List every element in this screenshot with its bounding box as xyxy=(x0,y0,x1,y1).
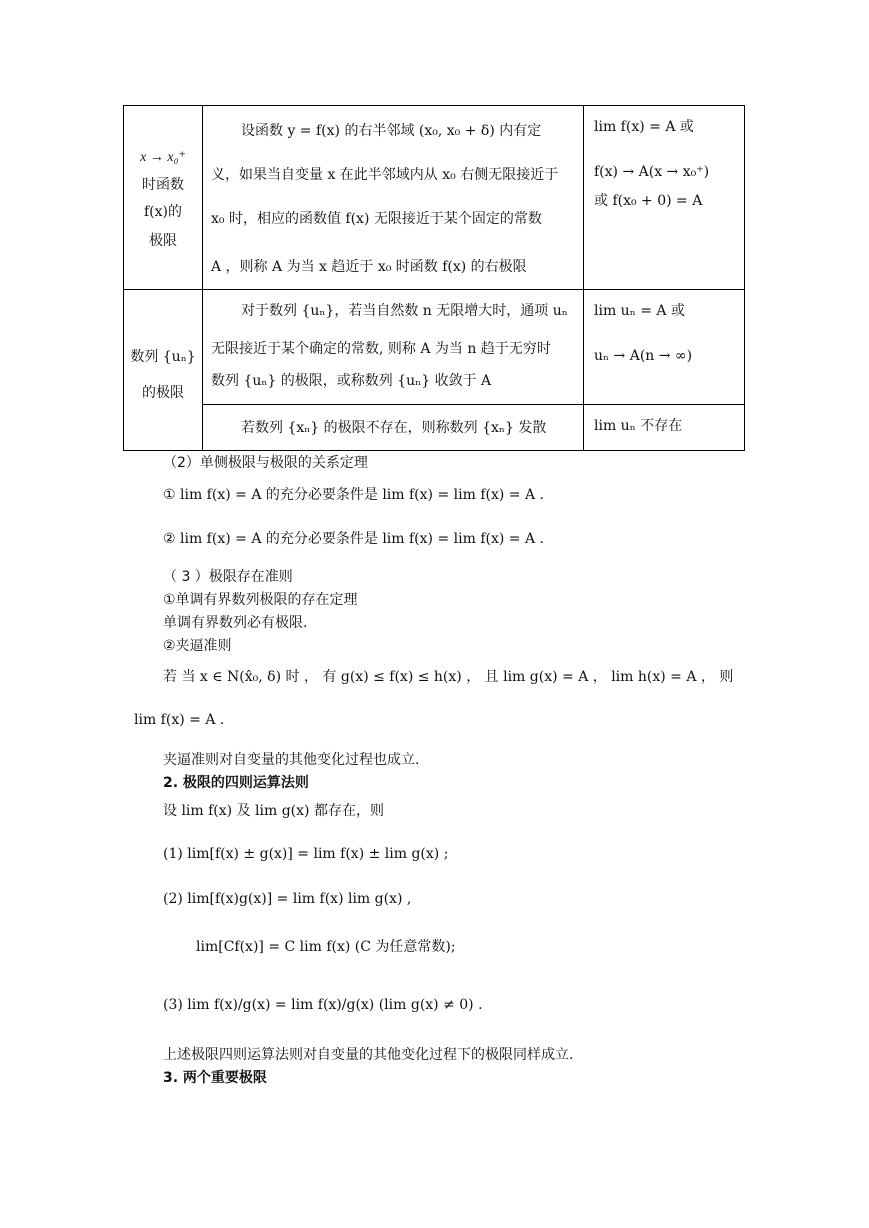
table-row xyxy=(124,106,745,290)
row1-notation-line: 或 f(x₀ + 0) = A xyxy=(594,193,703,209)
row1-name-line: 极限 xyxy=(149,233,177,249)
rules-note: 上述极限四则运算法则对自变量的其他变化过程下的极限同样成立. xyxy=(163,1047,574,1063)
heading-four-rules: 2. 极限的四则运算法则 xyxy=(163,775,309,791)
row1-notation-cell xyxy=(584,106,745,290)
row2-def-line: 无限接近于某个确定的常数, 则称 A 为当 n 趋于无穷时 xyxy=(211,341,551,357)
row1-notation-line: f(x) → A(x → x₀⁺) xyxy=(594,164,710,180)
squeeze-line1: 若 当 x ∈ N(x̂₀, δ) 时 ， 有 g(x) ≤ f(x) ≤ h(x) ， 且 lim g(x) = A ， lim h(x) = A ， 则 xyxy=(163,669,734,685)
rule-3: (3) lim f(x)/g(x) = lim f(x)/g(x) (lim g(x) ≠ 0) . xyxy=(163,997,483,1013)
row2-def-line: 对于数列 {uₙ}，若当自然数 n 无限增大时，通项 uₙ xyxy=(241,303,568,319)
row1-def-line: x₀ 时，相应的函数值 f(x) 无限接近于某个固定的常数 xyxy=(211,211,542,227)
section3-item2: ②夹逼准则 xyxy=(163,638,232,654)
definition-table xyxy=(123,105,745,451)
row2-name-cell xyxy=(124,290,203,451)
row2-notation-cell xyxy=(584,290,745,405)
row3-notation-line: lim uₙ 不存在 xyxy=(594,418,683,434)
row1-notation-line: lim f(x) = A 或 xyxy=(594,119,694,135)
row3-notation-cell xyxy=(584,405,745,451)
row1-def-line: A ，则称 A 为当 x 趋近于 x₀ 时函数 f(x) 的右极限 xyxy=(211,259,527,275)
row1-definition-cell xyxy=(203,106,584,290)
section2-item1: ① lim f(x) = A 的充分必要条件是 lim f(x) = lim f(x) = A . xyxy=(163,487,544,503)
rule-2b: lim[Cf(x)] = C lim f(x) (C 为任意常数); xyxy=(196,939,456,955)
rule-2a: (2) lim[f(x)g(x)] = lim f(x) lim g(x) , xyxy=(163,891,412,907)
row2-notation-line: uₙ → A(n → ∞) xyxy=(594,348,693,364)
row2-notation-line: lim uₙ = A 或 xyxy=(594,303,685,319)
row2-name-line: 的极限 xyxy=(142,385,184,401)
section3-item1: ①单调有界数列极限的存在定理 xyxy=(163,592,358,608)
row1-def-line: 设函数 y = f(x) 的右半邻域 (x₀, x₀ + δ) 内有定 xyxy=(241,123,542,139)
section2-item2: ② lim f(x) = A 的充分必要条件是 lim f(x) = lim f(x) = A . xyxy=(163,531,544,547)
section2-title: （2）单侧极限与极限的关系定理 xyxy=(163,455,368,471)
table-row xyxy=(124,405,745,451)
row2-def-line: 数列 {uₙ} 的极限，或称数列 {uₙ} 收敛于 A xyxy=(211,373,492,389)
rule-1: (1) lim[f(x) ± g(x)] = lim f(x) ± lim g(x) ; xyxy=(163,846,449,862)
row1-name-cell xyxy=(124,106,203,290)
squeeze-line2: lim f(x) = A . xyxy=(134,712,225,728)
row3-definition-cell xyxy=(203,405,584,451)
row3-def-line: 若数列 {xₙ} 的极限不存在，则称数列 {xₙ} 发散 xyxy=(241,420,547,436)
section3-item1-text: 单调有界数列必有极限. xyxy=(163,615,308,631)
squeeze-note: 夹逼准则对自变量的其他变化过程也成立. xyxy=(163,752,420,768)
row2-definition-cell xyxy=(203,290,584,405)
table-row xyxy=(124,290,745,405)
row2-name-line: 数列 {uₙ} xyxy=(130,349,196,365)
heading-important-limits: 3. 两个重要极限 xyxy=(163,1070,267,1086)
rules-intro: 设 lim f(x) 及 lim g(x) 都存在，则 xyxy=(163,803,384,819)
row1-def-line: 义，如果当自变量 x 在此半邻域内从 x₀ 右侧无限接近于 xyxy=(211,167,559,183)
row1-name-line: 时函数 xyxy=(142,177,184,193)
row1-name-line: f(x)的 xyxy=(143,204,182,220)
row1-name-line: x → x₀⁺ xyxy=(140,150,186,165)
section3-title: （ 3 ）极限存在准则 xyxy=(163,569,293,585)
